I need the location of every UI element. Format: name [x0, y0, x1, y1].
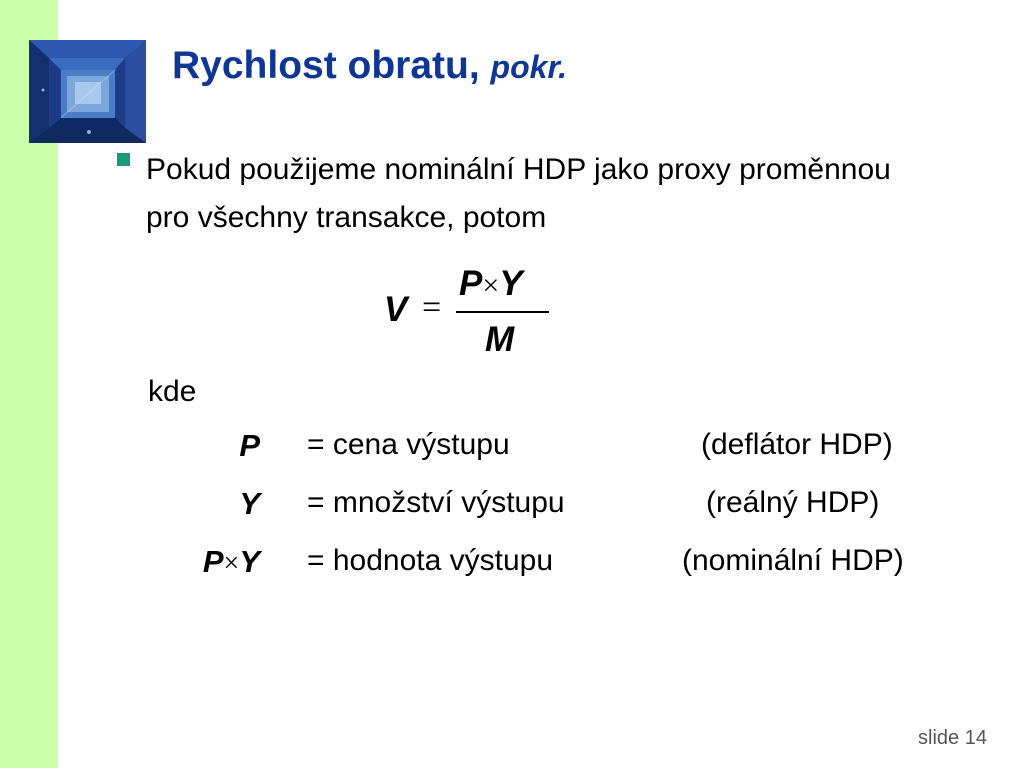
- slide-title-suffix: pokr.: [490, 49, 568, 85]
- slide-number: slide 14: [918, 727, 987, 749]
- definition-row: [0, 428, 1024, 472]
- definition-note: (nominální HDP): [682, 544, 904, 577]
- definition-text: = množství výstupu: [307, 486, 565, 519]
- definition-symbol: P: [239, 428, 260, 463]
- formula-num-right: Y: [499, 264, 523, 303]
- velocity-formula: [384, 262, 564, 362]
- definition-text: = hodnota výstupu: [307, 544, 554, 577]
- definition-note: (reálný HDP): [706, 486, 880, 519]
- definition-symbol: Y: [239, 486, 260, 521]
- formula-num-left: P: [459, 264, 483, 303]
- formula-numerator: [459, 264, 523, 304]
- slide-title-main: Rychlost obratu,: [172, 44, 480, 87]
- definition-row: [0, 486, 1024, 530]
- definition-symbol-right: Y: [239, 544, 260, 579]
- formula-denominator: M: [485, 320, 515, 359]
- where-label: kde: [148, 375, 197, 408]
- slide-title: [172, 44, 567, 88]
- bullet-square-icon: [117, 153, 130, 166]
- formula-lhs: V: [384, 290, 408, 329]
- formula-times: ×: [482, 269, 500, 302]
- window-well-image: [29, 40, 146, 143]
- definition-symbol: [203, 544, 260, 580]
- bullet-text: Pokud použijeme nominální HDP jako proxy proměnnou pro všechny transakce, potom: [146, 153, 891, 234]
- formula-equals: =: [422, 289, 442, 326]
- fraction-bar: [456, 311, 549, 313]
- definition-symbol-left: P: [202, 544, 224, 579]
- definition-times: ×: [223, 548, 240, 579]
- definition-note: (deflátor HDP): [701, 428, 893, 461]
- definition-row: [0, 544, 1024, 588]
- definition-text: = cena výstupu: [307, 428, 510, 461]
